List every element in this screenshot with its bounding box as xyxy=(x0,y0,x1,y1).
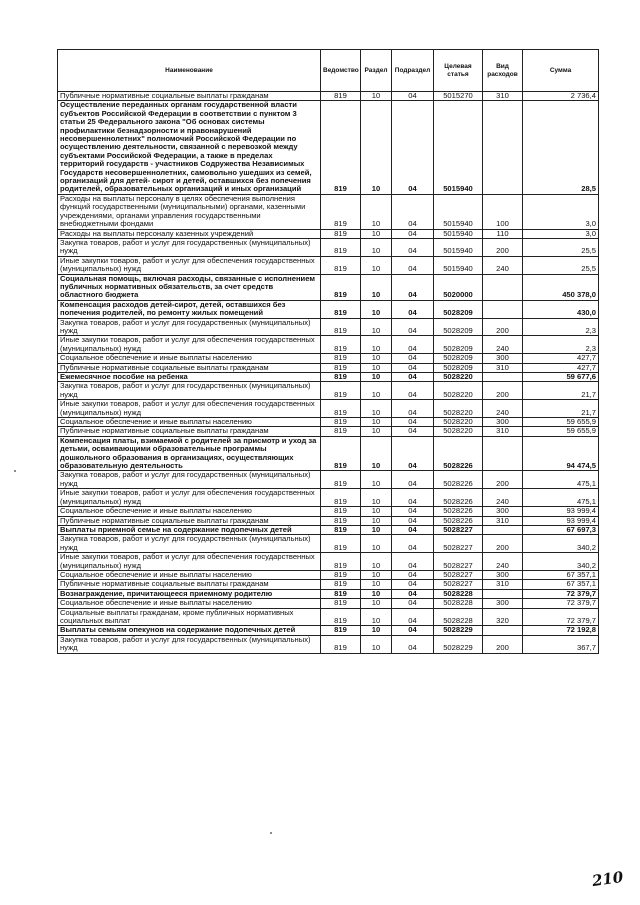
row-subsection: 04 xyxy=(392,382,434,400)
row-subsection: 04 xyxy=(392,400,434,418)
row-sum: 3,0 xyxy=(523,229,599,238)
row-target: 5028209 xyxy=(434,336,483,354)
row-subsection: 04 xyxy=(392,626,434,635)
row-section: 10 xyxy=(361,436,392,471)
row-dept: 819 xyxy=(321,256,361,274)
row-subsection: 04 xyxy=(392,507,434,516)
row-section: 10 xyxy=(361,553,392,571)
row-target: 5020000 xyxy=(434,274,483,300)
row-subsection: 04 xyxy=(392,635,434,653)
row-section: 10 xyxy=(361,589,392,598)
row-section: 10 xyxy=(361,507,392,516)
row-exp-type: 310 xyxy=(483,580,523,589)
row-subsection: 04 xyxy=(392,570,434,579)
row-target: 5028220 xyxy=(434,427,483,436)
row-exp-type xyxy=(483,300,523,318)
row-dept: 819 xyxy=(321,300,361,318)
row-sum: 21,7 xyxy=(523,400,599,418)
row-target: 5015940 xyxy=(434,256,483,274)
row-subsection: 04 xyxy=(392,418,434,427)
row-sum: 67 357,1 xyxy=(523,570,599,579)
row-exp-type: 310 xyxy=(483,516,523,525)
row-dept: 819 xyxy=(321,525,361,534)
row-exp-type xyxy=(483,274,523,300)
row-sum: 72 379,7 xyxy=(523,599,599,608)
row-dept: 819 xyxy=(321,373,361,382)
row-subsection: 04 xyxy=(392,274,434,300)
row-name: Социальные выплаты гражданам, кроме публичных нормативных социальных выплат xyxy=(58,608,321,626)
row-name: Компенсация расходов детей-сирот, детей, оставшихся без попечения родителей, по ремонту жилых помещений xyxy=(58,300,321,318)
row-target: 5028226 xyxy=(434,436,483,471)
row-target: 5028226 xyxy=(434,507,483,516)
row-exp-type: 300 xyxy=(483,570,523,579)
row-target: 5028227 xyxy=(434,580,483,589)
row-name: Социальное обеспечение и иные выплаты населению xyxy=(58,418,321,427)
header-dept: Ведомство xyxy=(321,50,361,92)
row-exp-type: 200 xyxy=(483,635,523,653)
row-subsection: 04 xyxy=(392,373,434,382)
row-subsection: 04 xyxy=(392,256,434,274)
row-sum: 367,7 xyxy=(523,635,599,653)
scan-speck xyxy=(14,470,16,472)
row-exp-type: 200 xyxy=(483,382,523,400)
row-name: Публичные нормативные социальные выплаты гражданам xyxy=(58,363,321,372)
row-sum: 72 379,7 xyxy=(523,589,599,598)
row-exp-type: 240 xyxy=(483,553,523,571)
row-name: Публичные нормативные социальные выплаты гражданам xyxy=(58,92,321,101)
row-subsection: 04 xyxy=(392,525,434,534)
row-name: Социальное обеспечение и иные выплаты населению xyxy=(58,354,321,363)
row-sum: 2,3 xyxy=(523,336,599,354)
row-name: Социальное обеспечение и иные выплаты населению xyxy=(58,507,321,516)
row-section: 10 xyxy=(361,373,392,382)
row-sum: 475,1 xyxy=(523,471,599,489)
row-section: 10 xyxy=(361,318,392,336)
row-dept: 819 xyxy=(321,535,361,553)
row-target: 5028227 xyxy=(434,570,483,579)
row-section: 10 xyxy=(361,635,392,653)
row-dept: 819 xyxy=(321,238,361,256)
row-sum: 430,0 xyxy=(523,300,599,318)
row-section: 10 xyxy=(361,489,392,507)
table-row xyxy=(58,471,599,489)
row-exp-type xyxy=(483,525,523,534)
row-section: 10 xyxy=(361,382,392,400)
row-exp-type: 240 xyxy=(483,489,523,507)
table-header-row xyxy=(58,50,599,92)
row-name: Выплаты приемной семье на содержание подопечных детей xyxy=(58,525,321,534)
row-name: Иные закупки товаров, работ и услуг для обеспечения государственных (муниципальных) нужд xyxy=(58,489,321,507)
table-row xyxy=(58,507,599,516)
table-row xyxy=(58,580,599,589)
row-dept: 819 xyxy=(321,635,361,653)
row-target: 5028209 xyxy=(434,363,483,372)
row-target: 5028220 xyxy=(434,418,483,427)
row-subsection: 04 xyxy=(392,589,434,598)
row-sum: 94 474,5 xyxy=(523,436,599,471)
row-dept: 819 xyxy=(321,507,361,516)
row-target: 5015940 xyxy=(434,229,483,238)
table-row xyxy=(58,489,599,507)
row-target: 5015270 xyxy=(434,92,483,101)
row-name: Иные закупки товаров, работ и услуг для обеспечения государственных (муниципальных) нужд xyxy=(58,256,321,274)
row-dept: 819 xyxy=(321,516,361,525)
row-exp-type: 200 xyxy=(483,535,523,553)
row-dept: 819 xyxy=(321,471,361,489)
row-section: 10 xyxy=(361,336,392,354)
row-dept: 819 xyxy=(321,382,361,400)
row-name: Выплаты семьям опекунов на содержание подопечных детей xyxy=(58,626,321,635)
row-exp-type xyxy=(483,373,523,382)
row-name: Социальная помощь, включая расходы, связанные с исполнением публичных нормативных обязательств, за счет средств областного бюджета xyxy=(58,274,321,300)
row-subsection: 04 xyxy=(392,427,434,436)
row-section: 10 xyxy=(361,599,392,608)
table-row xyxy=(58,238,599,256)
row-target: 5028228 xyxy=(434,599,483,608)
row-dept: 819 xyxy=(321,101,361,194)
row-name: Компенсация платы, взимаемой с родителей за присмотр и уход за детьми, осваивающими образовательные программы дошкольного образования в организациях, осуществляющих образовательную деятельность xyxy=(58,436,321,471)
row-target: 5028227 xyxy=(434,535,483,553)
row-name: Расходы на выплаты персоналу казенных учреждений xyxy=(58,229,321,238)
row-section: 10 xyxy=(361,92,392,101)
row-section: 10 xyxy=(361,363,392,372)
row-section: 10 xyxy=(361,626,392,635)
row-sum: 67 357,1 xyxy=(523,580,599,589)
row-target: 5015940 xyxy=(434,238,483,256)
row-target: 5028209 xyxy=(434,318,483,336)
scan-speck xyxy=(270,832,272,834)
table-row xyxy=(58,553,599,571)
row-exp-type: 300 xyxy=(483,354,523,363)
row-sum: 2,3 xyxy=(523,318,599,336)
table-row xyxy=(58,400,599,418)
row-dept: 819 xyxy=(321,608,361,626)
row-section: 10 xyxy=(361,418,392,427)
row-target: 5028226 xyxy=(434,516,483,525)
row-exp-type: 300 xyxy=(483,507,523,516)
row-dept: 819 xyxy=(321,570,361,579)
row-sum: 427,7 xyxy=(523,363,599,372)
budget-table xyxy=(57,49,599,654)
row-name: Социальное обеспечение и иные выплаты населению xyxy=(58,599,321,608)
row-target: 5028227 xyxy=(434,525,483,534)
row-section: 10 xyxy=(361,256,392,274)
row-sum: 28,5 xyxy=(523,101,599,194)
table-row xyxy=(58,635,599,653)
row-exp-type: 100 xyxy=(483,194,523,229)
row-exp-type: 200 xyxy=(483,238,523,256)
row-section: 10 xyxy=(361,229,392,238)
table-row xyxy=(58,516,599,525)
row-name: Осуществление переданных органам государственной власти субъектов Российской Федерации в соответствии с пунктом 3 статьи 25 Федерального закона "Об основах системы профилактики безнадзорности и правонарушений несовершеннолетних" полномочий Российской Федерации по осуществлению деятельности, связанной с перевозкой между субъектами Российской Федерации, а также в пределах территорий государств - участников Содружества Независимых Государств несовершеннолетних, самовольно ушедших из семей, организаций для детей- сирот и детей, оставшихся без попечения родителей, образовательных организаций и иных организаций xyxy=(58,101,321,194)
row-target: 5015940 xyxy=(434,101,483,194)
row-subsection: 04 xyxy=(392,194,434,229)
row-subsection: 04 xyxy=(392,300,434,318)
row-dept: 819 xyxy=(321,427,361,436)
row-section: 10 xyxy=(361,427,392,436)
row-subsection: 04 xyxy=(392,489,434,507)
row-exp-type: 310 xyxy=(483,427,523,436)
row-target: 5028227 xyxy=(434,553,483,571)
row-target: 5028226 xyxy=(434,471,483,489)
row-sum: 93 999,4 xyxy=(523,507,599,516)
row-subsection: 04 xyxy=(392,318,434,336)
row-section: 10 xyxy=(361,580,392,589)
table-row xyxy=(58,194,599,229)
row-section: 10 xyxy=(361,608,392,626)
row-dept: 819 xyxy=(321,194,361,229)
header-name: Наименование xyxy=(58,50,321,92)
row-subsection: 04 xyxy=(392,599,434,608)
row-exp-type: 110 xyxy=(483,229,523,238)
row-target: 5028228 xyxy=(434,608,483,626)
row-section: 10 xyxy=(361,238,392,256)
row-target: 5028220 xyxy=(434,382,483,400)
row-exp-type: 320 xyxy=(483,608,523,626)
row-dept: 819 xyxy=(321,336,361,354)
row-sum: 25,5 xyxy=(523,256,599,274)
table-row xyxy=(58,354,599,363)
row-dept: 819 xyxy=(321,274,361,300)
row-dept: 819 xyxy=(321,626,361,635)
row-exp-type: 240 xyxy=(483,336,523,354)
table-row xyxy=(58,101,599,194)
row-dept: 819 xyxy=(321,580,361,589)
row-name: Иные закупки товаров, работ и услуг для обеспечения государственных (муниципальных) нужд xyxy=(58,553,321,571)
row-section: 10 xyxy=(361,516,392,525)
row-target: 5028220 xyxy=(434,373,483,382)
row-dept: 819 xyxy=(321,229,361,238)
row-subsection: 04 xyxy=(392,553,434,571)
row-name: Закупка товаров, работ и услуг для государственных (муниципальных) нужд xyxy=(58,635,321,653)
row-exp-type: 300 xyxy=(483,418,523,427)
row-dept: 819 xyxy=(321,489,361,507)
row-subsection: 04 xyxy=(392,336,434,354)
row-exp-type: 240 xyxy=(483,400,523,418)
table-row xyxy=(58,608,599,626)
row-section: 10 xyxy=(361,194,392,229)
row-section: 10 xyxy=(361,570,392,579)
row-name: Закупка товаров, работ и услуг для государственных (муниципальных) нужд xyxy=(58,471,321,489)
row-name: Публичные нормативные социальные выплаты гражданам xyxy=(58,427,321,436)
row-exp-type: 300 xyxy=(483,599,523,608)
row-dept: 819 xyxy=(321,92,361,101)
row-dept: 819 xyxy=(321,354,361,363)
row-target: 5028229 xyxy=(434,626,483,635)
row-sum: 3,0 xyxy=(523,194,599,229)
header-exp-type: Вид расходов xyxy=(483,50,523,92)
row-sum: 72 192,8 xyxy=(523,626,599,635)
row-subsection: 04 xyxy=(392,101,434,194)
row-sum: 450 378,0 xyxy=(523,274,599,300)
row-section: 10 xyxy=(361,400,392,418)
table-row xyxy=(58,626,599,635)
row-sum: 21,7 xyxy=(523,382,599,400)
table-row xyxy=(58,382,599,400)
row-name: Закупка товаров, работ и услуг для государственных (муниципальных) нужд xyxy=(58,535,321,553)
row-exp-type xyxy=(483,436,523,471)
row-subsection: 04 xyxy=(392,471,434,489)
row-exp-type xyxy=(483,626,523,635)
row-name: Иные закупки товаров, работ и услуг для обеспечения государственных (муниципальных) нужд xyxy=(58,336,321,354)
row-sum: 59 677,6 xyxy=(523,373,599,382)
row-exp-type: 310 xyxy=(483,92,523,101)
row-target: 5028209 xyxy=(434,354,483,363)
row-exp-type: 310 xyxy=(483,363,523,372)
row-sum: 340,2 xyxy=(523,535,599,553)
row-section: 10 xyxy=(361,525,392,534)
row-dept: 819 xyxy=(321,318,361,336)
row-sum: 93 999,4 xyxy=(523,516,599,525)
row-name: Публичные нормативные социальные выплаты гражданам xyxy=(58,516,321,525)
table-row xyxy=(58,300,599,318)
header-sum: Сумма xyxy=(523,50,599,92)
row-target: 5028226 xyxy=(434,489,483,507)
row-sum: 67 697,3 xyxy=(523,525,599,534)
table-row xyxy=(58,599,599,608)
row-dept: 819 xyxy=(321,418,361,427)
header-subsection: Подраздел xyxy=(392,50,434,92)
row-exp-type xyxy=(483,101,523,194)
row-subsection: 04 xyxy=(392,608,434,626)
table-row xyxy=(58,535,599,553)
row-name: Социальное обеспечение и иные выплаты населению xyxy=(58,570,321,579)
row-sum: 475,1 xyxy=(523,489,599,507)
row-name: Вознаграждение, причитающееся приемному родителю xyxy=(58,589,321,598)
row-exp-type: 200 xyxy=(483,471,523,489)
row-target: 5028228 xyxy=(434,589,483,598)
row-section: 10 xyxy=(361,471,392,489)
row-section: 10 xyxy=(361,354,392,363)
table-row xyxy=(58,427,599,436)
row-sum: 2 736,4 xyxy=(523,92,599,101)
row-target: 5028229 xyxy=(434,635,483,653)
row-exp-type: 200 xyxy=(483,318,523,336)
row-dept: 819 xyxy=(321,589,361,598)
row-subsection: 04 xyxy=(392,363,434,372)
row-subsection: 04 xyxy=(392,229,434,238)
row-dept: 819 xyxy=(321,363,361,372)
row-subsection: 04 xyxy=(392,354,434,363)
row-subsection: 04 xyxy=(392,436,434,471)
row-name: Расходы на выплаты персоналу в целях обеспечения выполнения функций государственными (муниципальными) органами, казенными учреждениями, органами управления государственными внебюджетными фондами xyxy=(58,194,321,229)
row-section: 10 xyxy=(361,535,392,553)
row-section: 10 xyxy=(361,101,392,194)
row-sum: 59 655,9 xyxy=(523,418,599,427)
row-section: 10 xyxy=(361,274,392,300)
row-name: Закупка товаров, работ и услуг для государственных (муниципальных) нужд xyxy=(58,318,321,336)
table-row xyxy=(58,229,599,238)
row-sum: 25,5 xyxy=(523,238,599,256)
row-section: 10 xyxy=(361,300,392,318)
row-subsection: 04 xyxy=(392,516,434,525)
table-row xyxy=(58,274,599,300)
table-row xyxy=(58,436,599,471)
header-target: Целевая статья xyxy=(434,50,483,92)
row-dept: 819 xyxy=(321,599,361,608)
row-subsection: 04 xyxy=(392,92,434,101)
row-name: Закупка товаров, работ и услуг для государственных (муниципальных) нужд xyxy=(58,382,321,400)
row-subsection: 04 xyxy=(392,580,434,589)
page-number: 210 xyxy=(590,867,625,891)
row-exp-type: 240 xyxy=(483,256,523,274)
row-name: Иные закупки товаров, работ и услуг для обеспечения государственных (муниципальных) нужд xyxy=(58,400,321,418)
table-row xyxy=(58,256,599,274)
row-name: Публичные нормативные социальные выплаты гражданам xyxy=(58,580,321,589)
row-name: Закупка товаров, работ и услуг для государственных (муниципальных) нужд xyxy=(58,238,321,256)
row-sum: 59 655,9 xyxy=(523,427,599,436)
row-subsection: 04 xyxy=(392,238,434,256)
row-name: Ежемесячное пособие на ребенка xyxy=(58,373,321,382)
table-row xyxy=(58,318,599,336)
row-dept: 819 xyxy=(321,436,361,471)
row-sum: 340,2 xyxy=(523,553,599,571)
table-row xyxy=(58,336,599,354)
row-dept: 819 xyxy=(321,553,361,571)
row-sum: 72 379,7 xyxy=(523,608,599,626)
row-subsection: 04 xyxy=(392,535,434,553)
header-section: Раздел xyxy=(361,50,392,92)
row-target: 5015940 xyxy=(434,194,483,229)
row-dept: 819 xyxy=(321,400,361,418)
row-sum: 427,7 xyxy=(523,354,599,363)
row-target: 5028220 xyxy=(434,400,483,418)
row-target: 5028209 xyxy=(434,300,483,318)
